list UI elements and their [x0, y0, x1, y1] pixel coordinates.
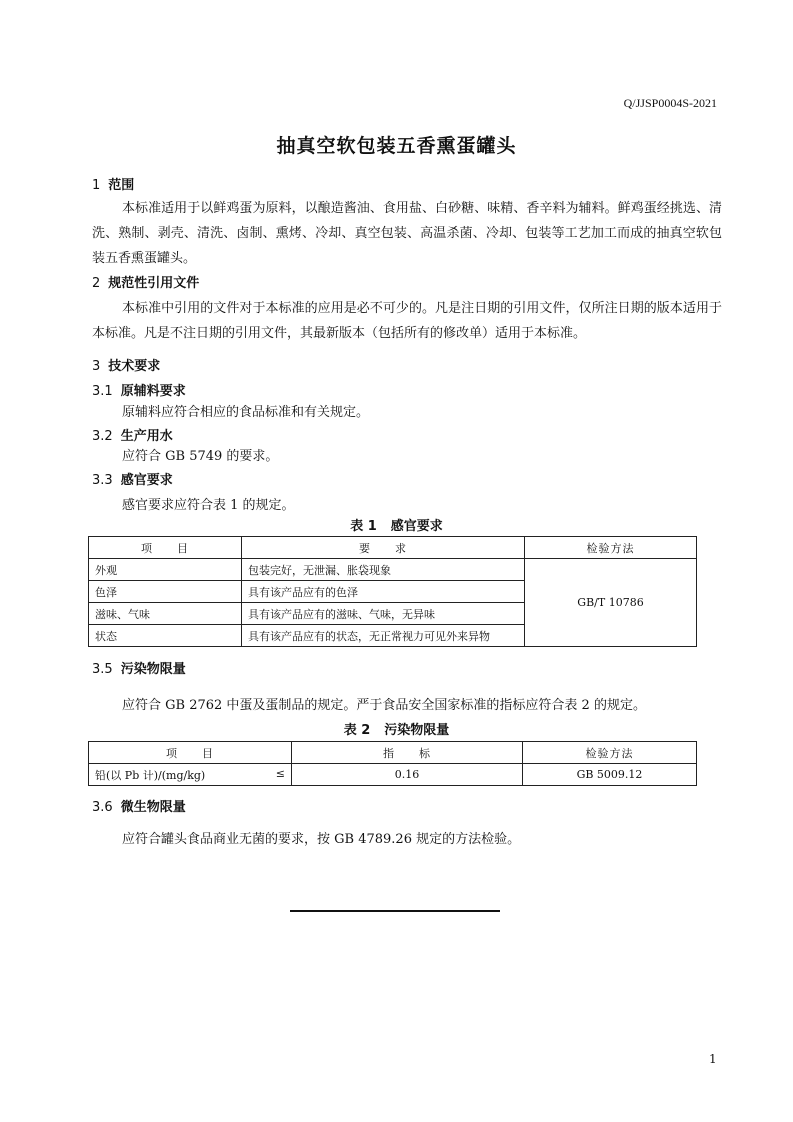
table-row — [89, 764, 697, 786]
item-cell: 状态 — [89, 625, 242, 647]
section-3-6-heading — [92, 796, 186, 815]
table-row — [89, 559, 697, 581]
section-3-1-heading — [92, 380, 186, 399]
item-label: 铅(以 Pb 计)/(mg/kg) — [95, 768, 206, 782]
item-cell: 滋味、气味 — [89, 603, 242, 625]
method-cell: GB/T 10786 — [525, 559, 697, 647]
table-header-row — [89, 742, 697, 764]
section-3-5-heading — [92, 658, 186, 677]
section-title: 污染物限量 — [120, 662, 186, 677]
item-cell — [89, 764, 292, 786]
section-3-heading — [92, 355, 160, 374]
section-1-body: 本标准适用于以鲜鸡蛋为原料，以酿造酱油、食用盐、白砂糖、味精、香辛料为辅料。鲜鸡蛋经挑选、清洗、熟制、剥壳、清洗、卤制、熏烤、冷却、真空包装、高温杀菌、冷却、包装等工艺加工而成的抽真空软包装五香熏蛋罐头。 — [92, 201, 722, 266]
item-cell: 色泽 — [89, 581, 242, 603]
column-header: 检验方法 — [523, 742, 697, 764]
table-title: 污染物限量 — [384, 723, 450, 738]
section-title: 生产用水 — [120, 429, 173, 444]
section-number: 3.2 — [92, 429, 113, 444]
requirement-cell: 具有该产品应有的状态，无正常视力可见外来异物 — [242, 625, 525, 647]
column-header: 要 求 — [242, 537, 525, 559]
page-number: 1 — [709, 1052, 717, 1066]
section-2-body: 本标准中引用的文件对于本标准的应用是必不可少的。凡是注日期的引用文件，仅所注日期的版本适用于本标准。凡是不注日期的引用文件，其最新版本（包括所有的修改单）适用于本标准。 — [92, 301, 722, 341]
section-number: 3.1 — [92, 384, 113, 399]
section-title: 感官要求 — [120, 473, 173, 488]
section-title: 技术要求 — [108, 359, 161, 374]
section-title: 范围 — [108, 178, 135, 193]
comparison-symbol: ≤ — [275, 766, 285, 780]
contaminant-limits-table — [88, 741, 697, 786]
table-2-caption — [0, 719, 793, 738]
table-header-row — [89, 537, 697, 559]
section-3-5-body: 应符合 GB 2762 中蛋及蛋制品的规定。严于食品安全国家标准的指标应符合表 2 的规定。 — [122, 698, 646, 713]
table-1-caption — [0, 515, 793, 534]
section-1-heading — [92, 174, 134, 193]
section-3-3-body: 感官要求应符合表 1 的规定。 — [122, 498, 295, 513]
section-number: 3 — [92, 359, 101, 374]
section-number: 3.3 — [92, 473, 113, 488]
requirement-cell: 包装完好，无泄漏、胀袋现象 — [242, 559, 525, 581]
section-3-2-body: 应符合 GB 5749 的要求。 — [122, 449, 279, 464]
document-title: 抽真空软包装五香熏蛋罐头 — [276, 135, 517, 157]
column-header: 项 目 — [89, 537, 242, 559]
sensory-requirements-table — [88, 536, 697, 647]
requirement-cell: 具有该产品应有的滋味、气味，无异味 — [242, 603, 525, 625]
item-cell: 外观 — [89, 559, 242, 581]
section-2-heading — [92, 272, 199, 291]
section-title: 原辅料要求 — [120, 384, 186, 399]
requirement-cell: 具有该产品应有的色泽 — [242, 581, 525, 603]
section-3-6-body: 应符合罐头食品商业无菌的要求，按 GB 4789.26 规定的方法检验。 — [122, 832, 521, 847]
section-3-2-heading — [92, 425, 173, 444]
table-title: 感官要求 — [390, 519, 443, 534]
end-rule — [290, 910, 500, 912]
section-3-3-heading — [92, 469, 173, 488]
column-header: 指 标 — [292, 742, 523, 764]
table-number: 表 1 — [350, 519, 377, 534]
section-number: 3.5 — [92, 662, 113, 677]
column-header: 项 目 — [89, 742, 292, 764]
standard-code: Q/JJSP0004S-2021 — [623, 96, 717, 110]
section-title: 微生物限量 — [120, 800, 186, 815]
table-number: 表 2 — [343, 723, 371, 738]
section-number: 2 — [92, 276, 101, 291]
section-3-1-body: 原辅料应符合相应的食品标准和有关规定。 — [122, 405, 370, 420]
value-cell: 0.16 — [292, 764, 523, 786]
method-cell: GB 5009.12 — [523, 764, 697, 786]
section-number: 1 — [92, 178, 101, 193]
section-number: 3.6 — [92, 800, 113, 815]
column-header: 检验方法 — [525, 537, 697, 559]
section-title: 规范性引用文件 — [108, 276, 200, 291]
